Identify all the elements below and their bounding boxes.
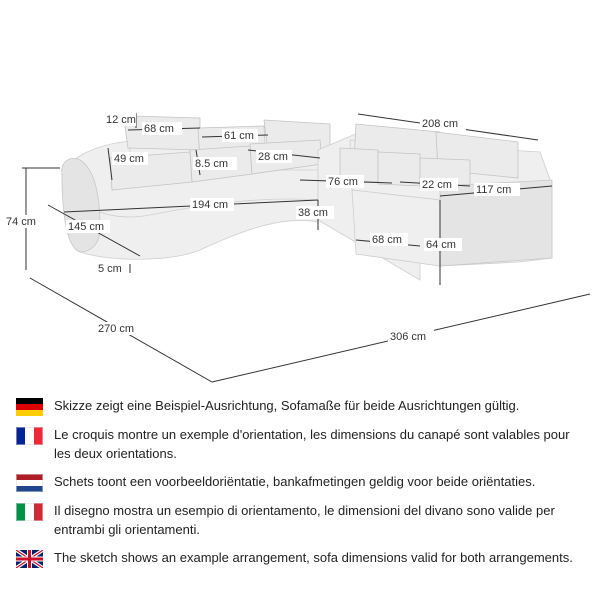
dim-28cm: 28 cm (258, 151, 288, 163)
dim-5cm: 5 cm (98, 263, 122, 275)
legend-row-dutch (16, 472, 588, 492)
legend-text-german: Skizze zeigt eine Beispiel-Ausrichtung, Sofamaße für beide Ausrichtungen gültig. (54, 398, 520, 413)
france-flag-icon (16, 427, 43, 445)
legend-row-french (16, 425, 588, 463)
sofa-illustration (62, 116, 552, 280)
dim-74cm: 74 cm (6, 216, 36, 228)
dim-64cm: 64 cm (426, 239, 456, 251)
legend-text-english: The sketch shows an example arrangement, sofa dimensions valid for both arrangements. (54, 550, 573, 565)
uk-flag-icon (16, 550, 43, 568)
dim-68cm-low: 68 cm (372, 234, 402, 246)
italy-flag-icon (16, 503, 43, 521)
legend-text-italian: Il disegno mostra un esempio di orientamento, le dimensioni del divano sono valide per entrambi gli orientamenti. (54, 503, 555, 537)
legend-text-dutch: Schets toont een voorbeeldoriëntatie, bankafmetingen geldig voor beide oriëntaties. (54, 474, 536, 489)
dim-8-5cm: 8.5 cm (195, 158, 229, 170)
dim-68cm-top: 68 cm (144, 123, 174, 135)
dim-12cm: 12 cm (106, 114, 136, 126)
dim-306cm: 306 cm (390, 331, 427, 343)
dim-61cm: 61 cm (224, 130, 254, 142)
dim-38cm: 38 cm (298, 207, 328, 219)
legend-text-french: Le croquis montre un exemple d'orientation, les dimensions du canapé sont valables pour les deux orientations. (54, 427, 570, 461)
legend-row-italian (16, 501, 588, 539)
netherlands-flag-icon (16, 474, 43, 492)
dim-49cm: 49 cm (114, 153, 144, 165)
dim-194cm: 194 cm (192, 199, 229, 211)
germany-flag-icon (16, 398, 43, 416)
dim-270cm: 270 cm (98, 323, 135, 335)
dim-22cm: 22 cm (422, 179, 452, 191)
dim-117cm: 117 cm (476, 184, 512, 196)
dim-208cm: 208 cm (422, 118, 459, 130)
legend-row-english (16, 548, 588, 568)
dim-76cm: 76 cm (328, 176, 358, 188)
language-legend (16, 396, 588, 577)
dim-145cm: 145 cm (68, 221, 105, 233)
legend-row-german (16, 396, 588, 416)
